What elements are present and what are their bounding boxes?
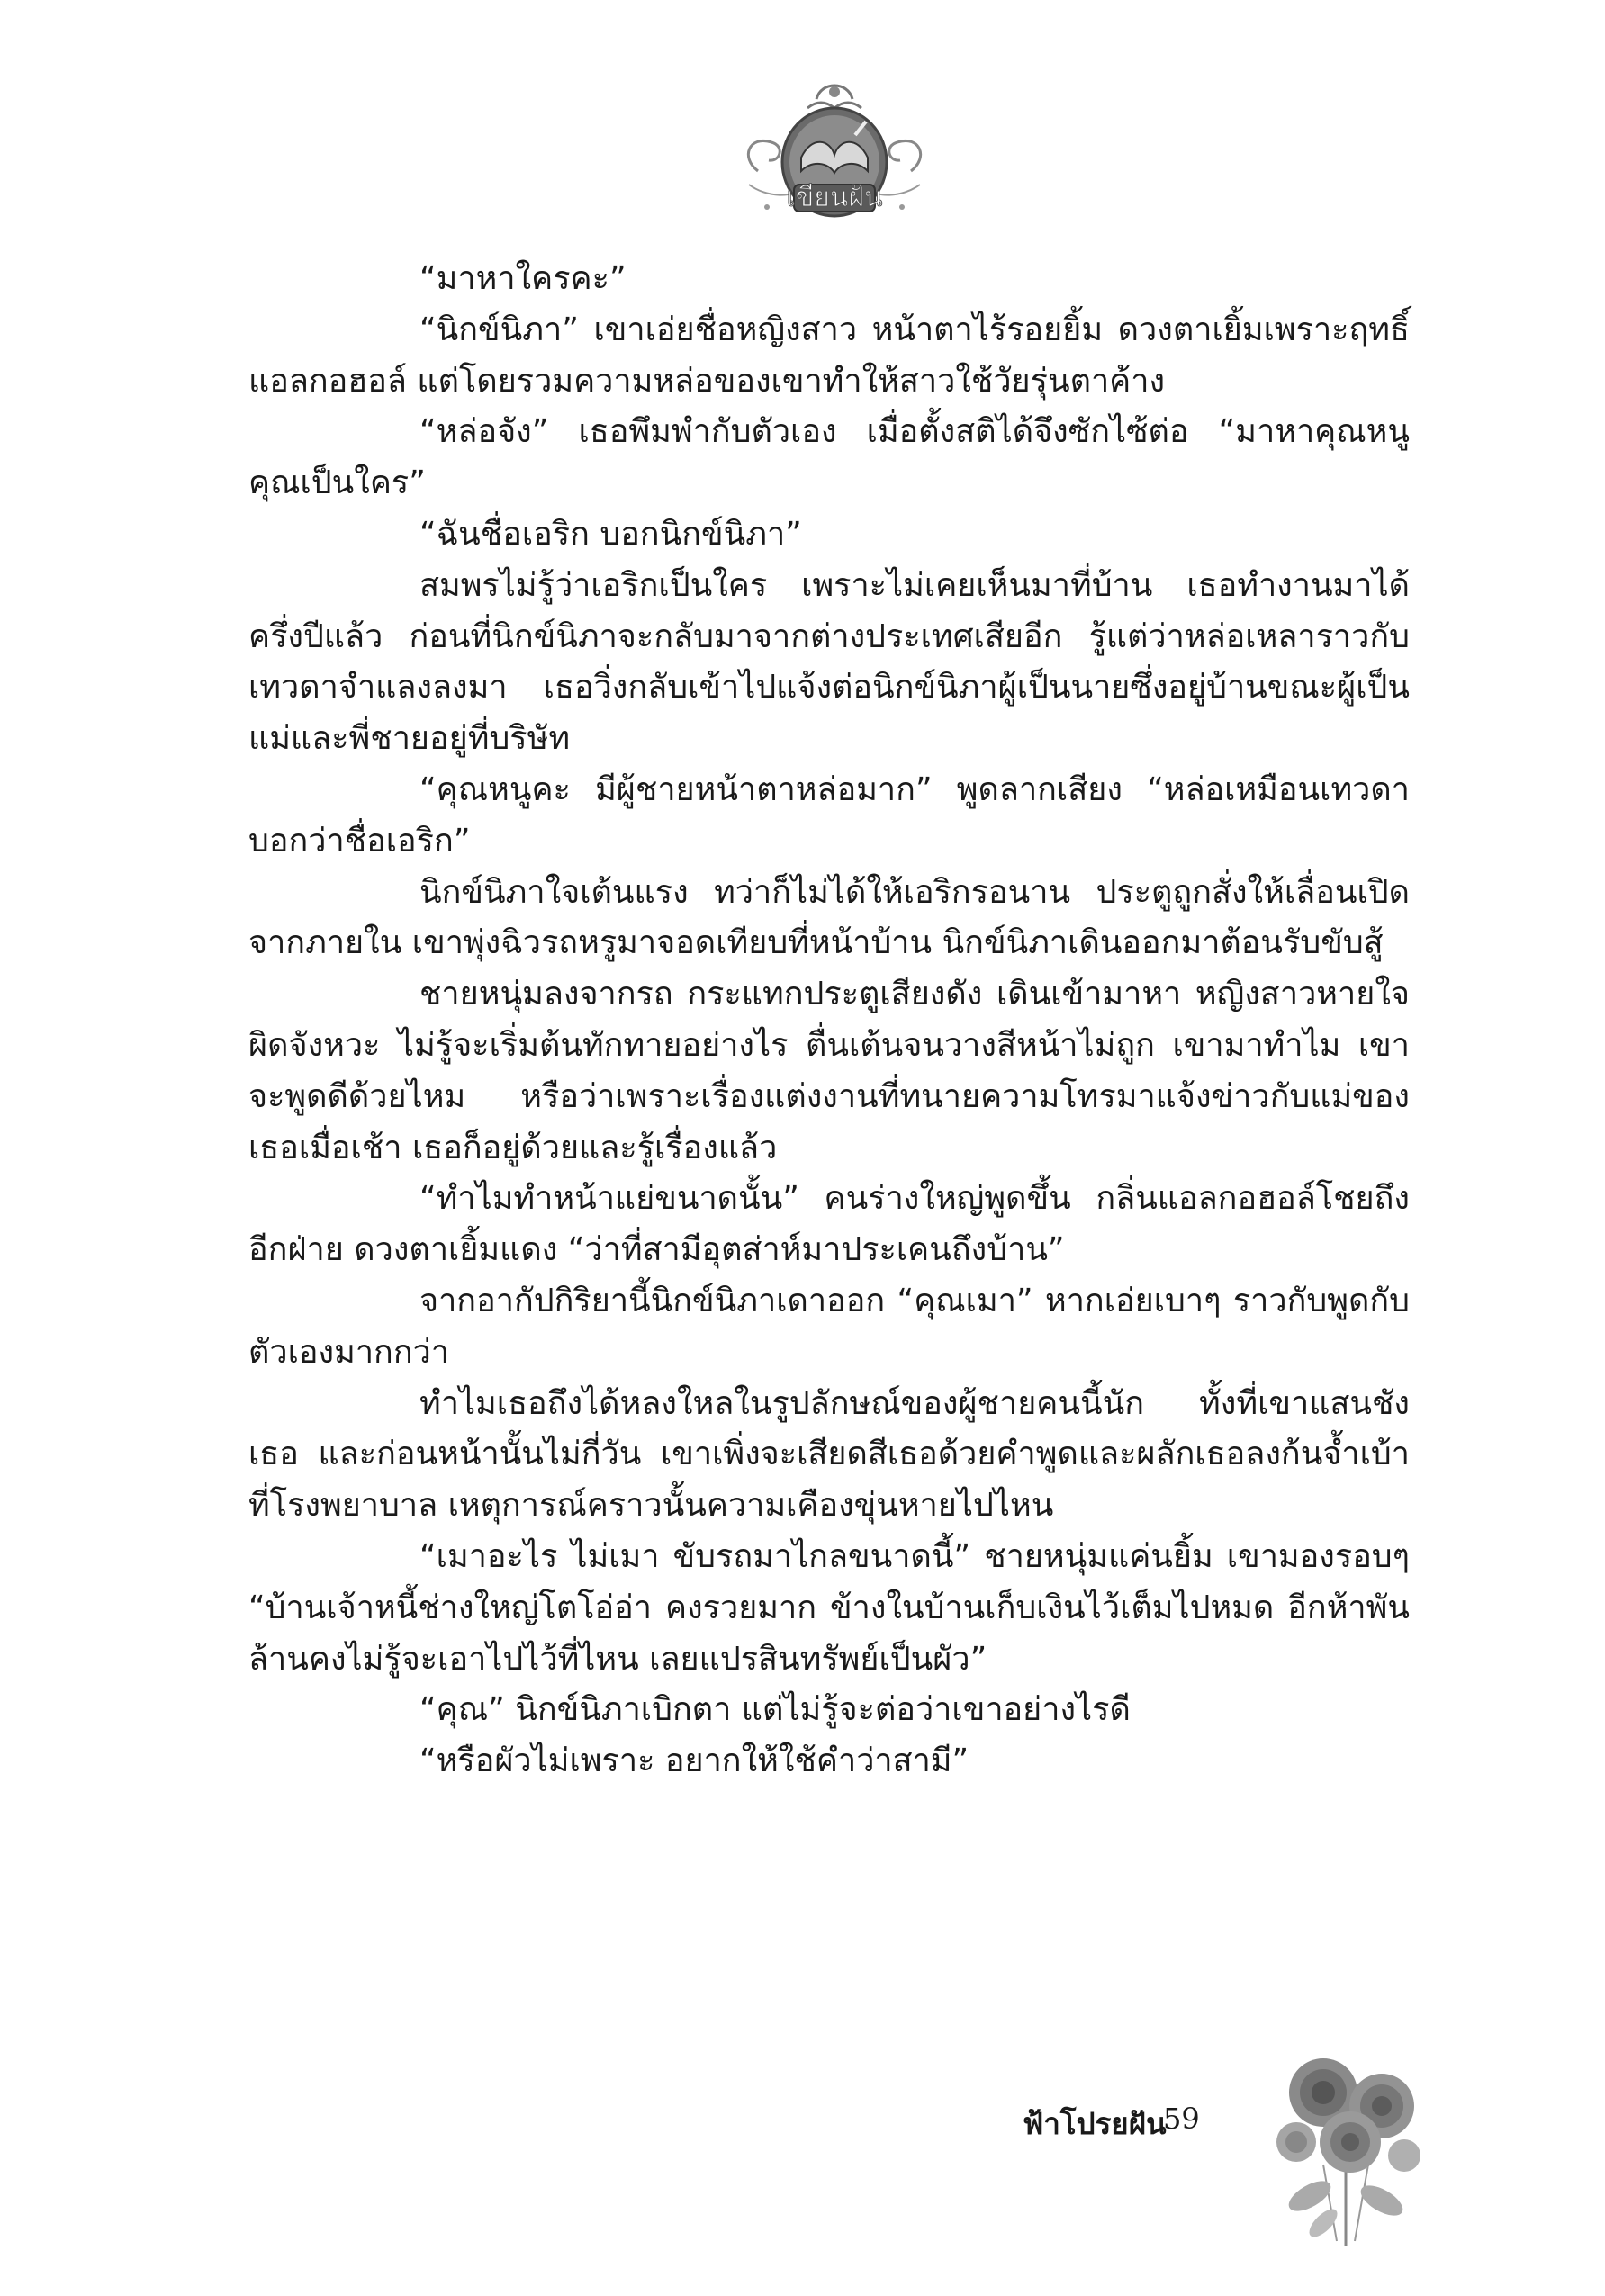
paragraph-3: “หล่อจัง” เธอพึมพำกับตัวเอง เมื่อตั้งสติได้จึงซักไซ้ต่อ “มาหาคุณหนู คุณเป็นใคร”: [248, 413, 1410, 502]
paragraph-11: ทำไมเธอถึงได้หลงใหลในรูปลักษณ์ของผู้ชายคนนี้นัก ทั้งที่เขาแสนชังเธอ และก่อนหน้านั้นไม่กี่วัน เขาเพิ่งจะเสียดสีเธอด้วยคำพูดและผลักเธอลงก้นจ้ำเบ้าที่โรงพยาบาล เหตุการณ์คราวนั้นความเคืองขุ่นหายไปไหน: [248, 1384, 1410, 1525]
paragraph-7: นิกข์นิภาใจเต้นแรง ทว่าก็ไม่ได้ให้เอริกรอนาน ประตูถูกสั่งให้เลื่อนเปิดจากภายใน เขาพุ่งฉิวรถหรูมาจอดเทียบที่หน้าบ้าน นิกข์นิภาเดินออกมาต้อนรับขับสู้: [248, 873, 1410, 962]
paragraph-12: “เมาอะไร ไม่เมา ขับรถมาไกลขนาดนี้” ชายหนุ่มแค่นยิ้ม เขามองรอบๆ “บ้านเจ้าหนี้ช่างใหญ่โตโอ่อ่า คงรวยมาก ข้างในบ้านเก็บเงินไว้เต็มไปหมด อีกห้าพันล้านคงไม่รู้จะเอาไปไว้ที่ไหน เลยแปรสินทรัพย์เป็นผัว”: [248, 1537, 1410, 1678]
ornament-logo-text: เขียนฝัน: [786, 182, 883, 213]
rose-bouquet-icon: [1260, 2030, 1431, 2255]
paragraph-10: จากอากัปกิริยานี้นิกข์นิภาเดาออก “คุณเมา” หากเอ่ยเบาๆ ราวกับพูดกับตัวเองมากกว่า: [248, 1282, 1410, 1371]
paragraph-4: “ฉันชื่อเอริก บอกนิกข์นิภา”: [419, 515, 802, 553]
paragraph-13: “คุณ” นิกข์นิภาเบิกตา แต่ไม่รู้จะต่อว่าเขาอย่างไรดี: [419, 1691, 1131, 1729]
paragraph-1: “มาหาใครคะ”: [419, 260, 627, 297]
paragraph-2: “นิกข์นิภา” เขาเอ่ยชื่อหญิงสาว หน้าตาไร้รอยยิ้ม ดวงตาเยิ้มเพราะฤทธิ์แอลกอฮอล์ แต่โดยรวมความหล่อของเขาทำให้สาวใช้วัยรุ่นตาค้าง: [248, 311, 1410, 400]
ornament-emblem-icon: [731, 72, 938, 234]
paragraph-6: “คุณหนูคะ มีผู้ชายหน้าตาหล่อมาก” พูดลากเสียง “หล่อเหมือนเทวดาบอกว่าชื่อเอริก”: [248, 770, 1410, 860]
footer-page-number: 59: [1163, 2102, 1200, 2136]
paragraph-8: ชายหนุ่มลงจากรถ กระแทกประตูเสียงดัง เดินเข้ามาหา หญิงสาวหายใจผิดจังหวะ ไม่รู้จะเริ่มต้นทักทายอย่างไร ตื่นเต้นจนวางสีหน้าไม่ถูก เขามาทำไม เขาจะพูดดีด้วยไหม หรือว่าเพราะเรื่องแต่งงานที่ทนายความโทรมาแจ้งข่าวกับแม่ของเธอเมื่อเช้า เธอก็อยู่ด้วยและรู้เรื่องแล้ว: [248, 976, 1410, 1166]
paragraph-14: “หรือผัวไม่เพราะ อยากให้ใช้คำว่าสามี”: [419, 1742, 969, 1780]
footer-book-title: ฟ้าโปรยฝัน: [1023, 2106, 1167, 2141]
footer-roses-ornament: [1260, 2030, 1431, 2255]
paragraph-5: สมพรไม่รู้ว่าเอริกเป็นใคร เพราะไม่เคยเห็นมาที่บ้าน เธอทำงานมาได้ครึ่งปีแล้ว ก่อนที่นิกข์นิภาจะกลับมาจากต่างประเทศเสียอีก รู้แต่ว่าหล่อเหลาราวกับเทวดาจำแลงลงมา เธอวิ่งกลับเข้าไปแจ้งต่อนิกข์นิภาผู้เป็นนายซึ่งอยู่บ้านขณะผู้เป็นแม่และพี่ชายอยู่ที่บริษัท: [248, 566, 1410, 758]
header-logo-ornament: [731, 72, 938, 234]
body-text: [248, 254, 1410, 1787]
paragraph-9: “ทำไมทำหน้าแย่ขนาดนั้น” คนร่างใหญ่พูดขึ้น กลิ่นแอลกอฮอล์โชยถึงอีกฝ่าย ดวงตาเยิ้มแดง “ว่าที่สามีอุตส่าห์มาประเคนถึงบ้าน”: [248, 1180, 1410, 1269]
